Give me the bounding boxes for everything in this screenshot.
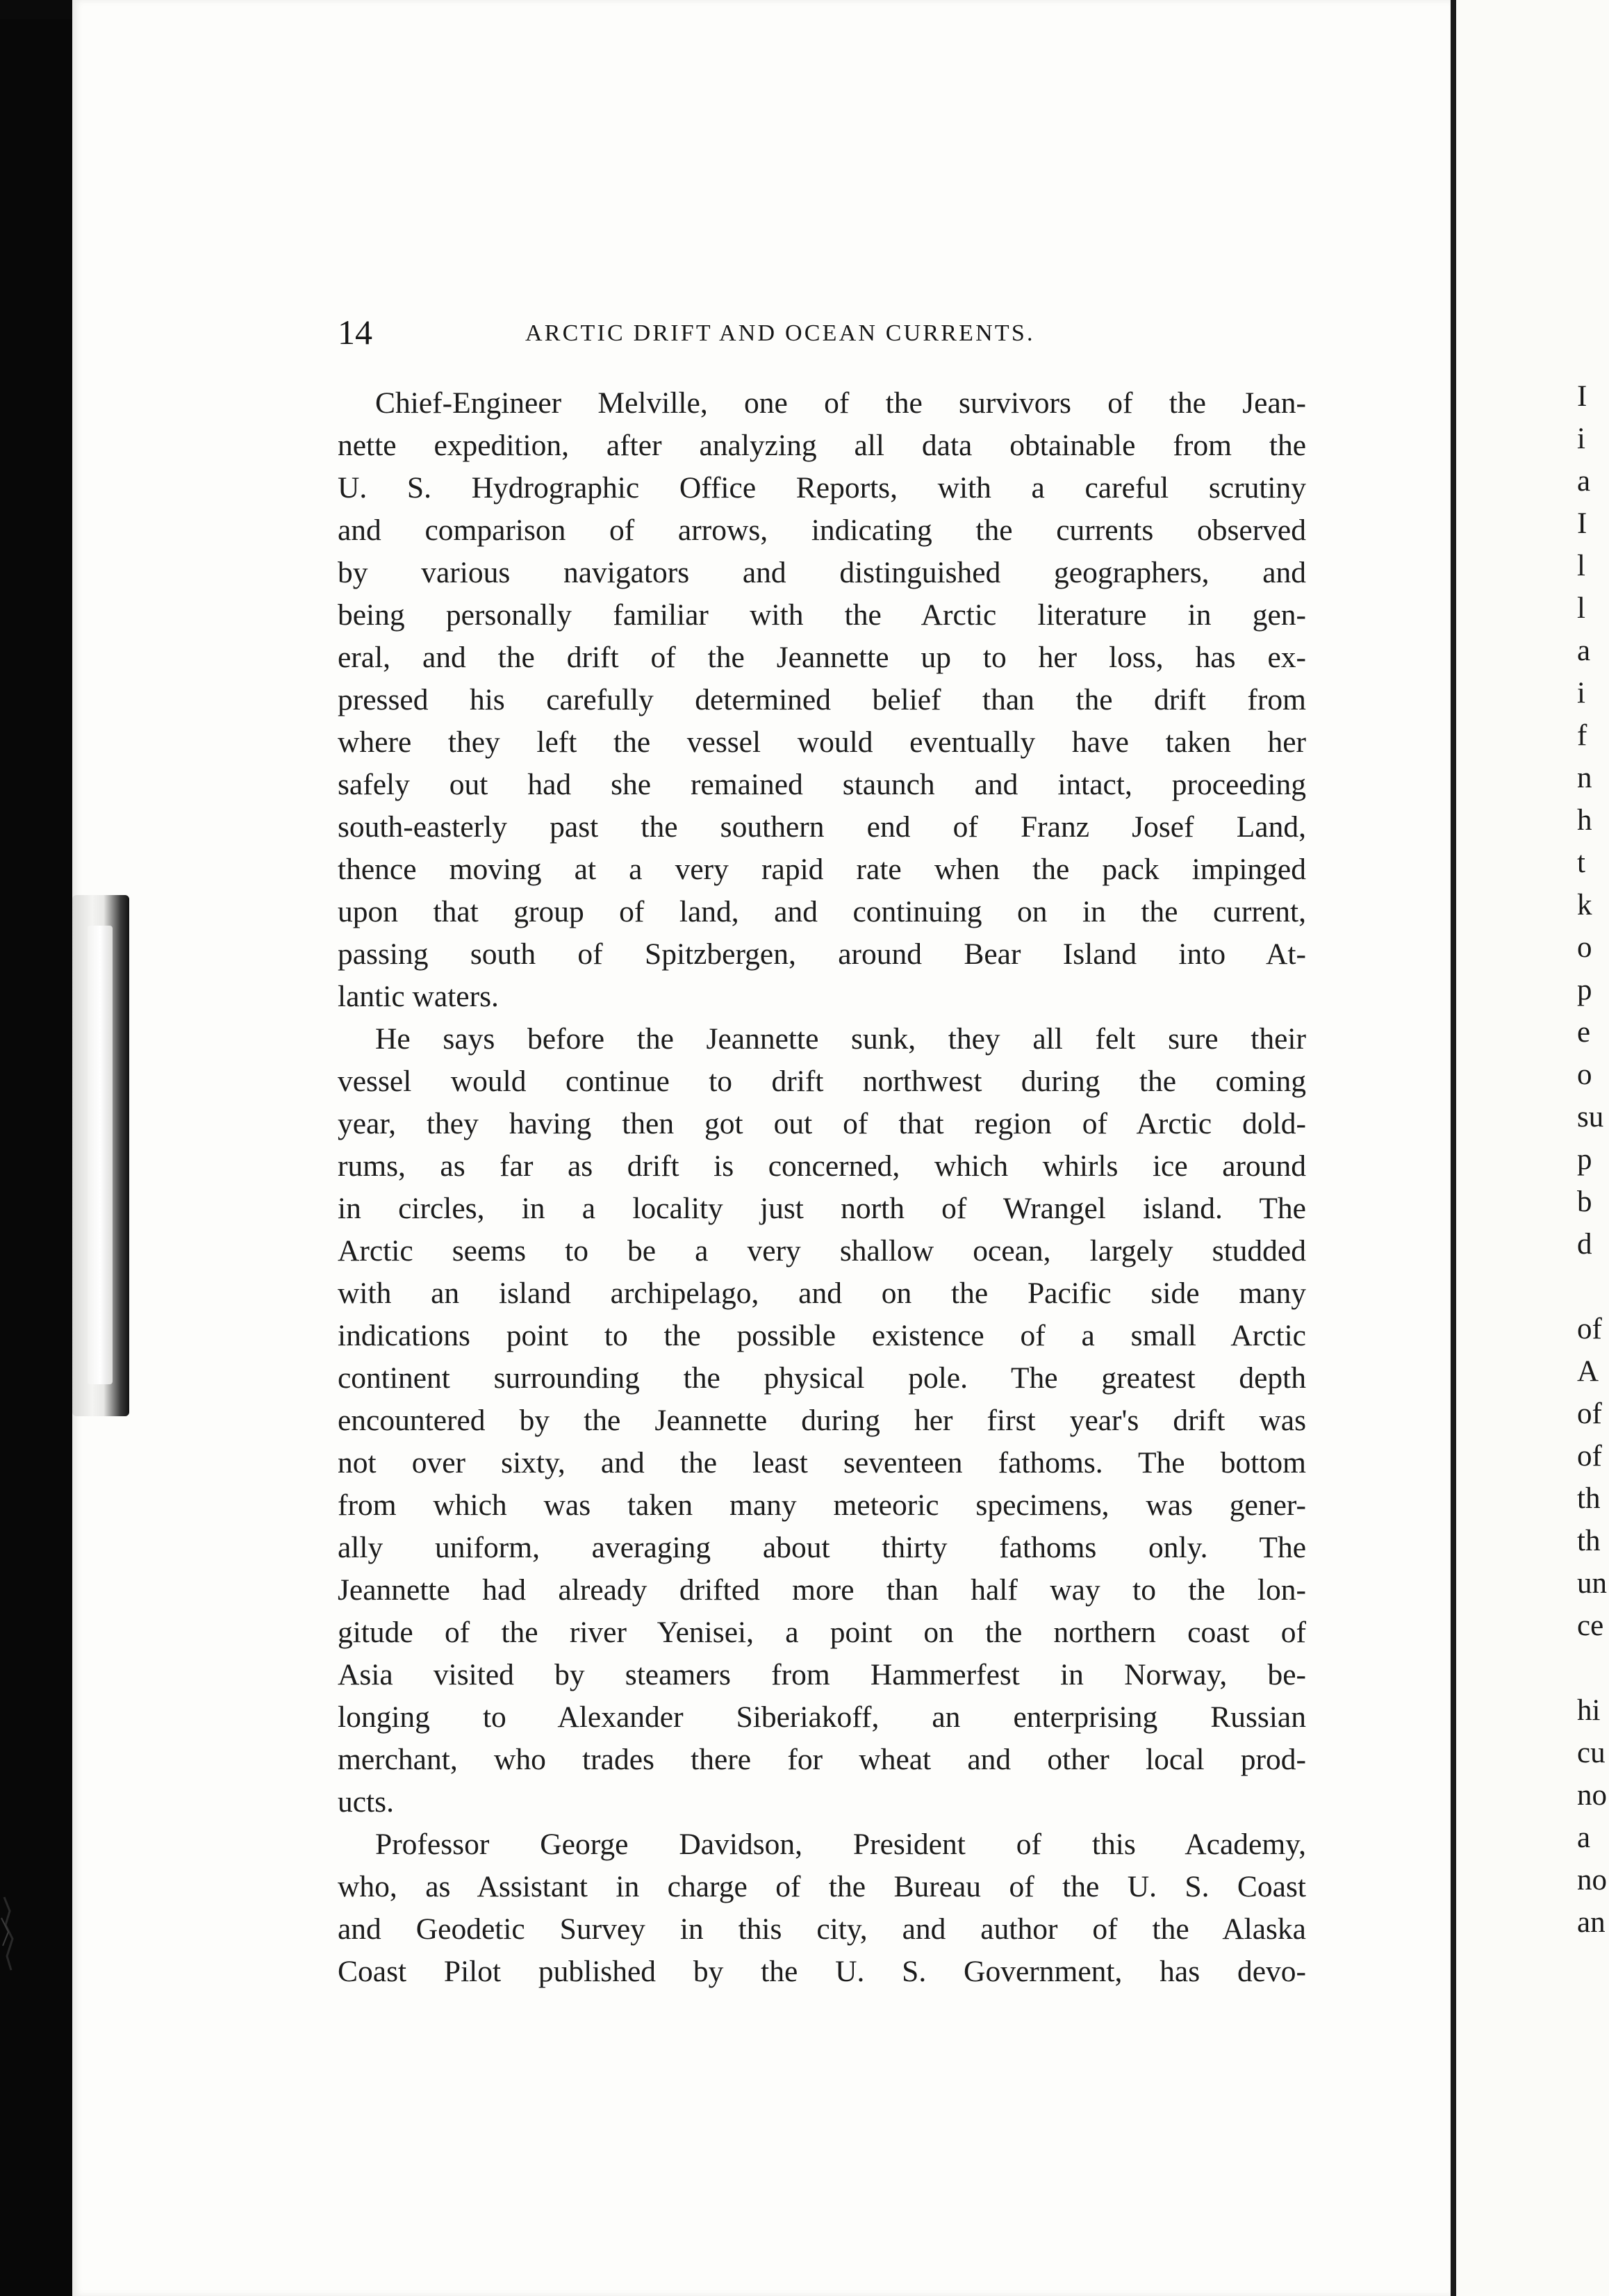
text-line: gitude of the river Yenisei, a point on the northern coast of xyxy=(338,1616,1306,1649)
facing-page-fragment: l xyxy=(1577,550,1585,582)
facing-page-fragment: l xyxy=(1577,592,1585,625)
text-line: Chief-Engineer Melville, one of the survivors of the Jean- xyxy=(375,386,1306,420)
text-line: He says before the Jeannette sunk, they all felt sure their xyxy=(375,1022,1306,1056)
facing-page-fragment: un xyxy=(1577,1567,1607,1600)
facing-page-fragment: hi xyxy=(1577,1694,1601,1727)
text-line: nette expedition, after analyzing all data obtainable from the xyxy=(338,429,1306,462)
body-text xyxy=(338,382,1306,1993)
text-line: in circles, in a locality just north of Wrangel island. The xyxy=(338,1192,1306,1225)
facing-page-fragment: d xyxy=(1577,1228,1592,1261)
text-line: upon that group of land, and continuing on in the current, xyxy=(338,895,1306,928)
facing-page-fragment: t xyxy=(1577,846,1585,879)
facing-page-fragment: e xyxy=(1577,1016,1591,1049)
facing-page-fragment: b xyxy=(1577,1186,1592,1218)
facing-page-fragment: th xyxy=(1577,1525,1601,1557)
text-line: Coast Pilot published by the U. S. Government, has devo- xyxy=(338,1955,1306,1988)
facing-page-fragment: no xyxy=(1577,1779,1607,1812)
text-line: rums, as far as drift is concerned, which whirls ice around xyxy=(338,1149,1306,1183)
text-line: continent surrounding the physical pole. The greatest depth xyxy=(338,1361,1306,1395)
text-line: and comparison of arrows, indicating the currents observed xyxy=(338,514,1306,547)
text-line: year, they having then got out of that region of Arctic dold- xyxy=(338,1107,1306,1140)
text-line: by various navigators and distinguished geographers, and xyxy=(338,556,1306,589)
facing-page-fragment: of xyxy=(1577,1440,1602,1473)
facing-page-fragment: a xyxy=(1577,1821,1591,1854)
facing-page-fragment: an xyxy=(1577,1906,1606,1939)
text-line: ally uniform, averaging about thirty fathoms only. The xyxy=(338,1531,1306,1564)
facing-page-fragment: p xyxy=(1577,974,1592,1006)
facing-page-fragment: o xyxy=(1577,1058,1592,1091)
text-line: Arctic seems to be a very shallow ocean, largely studded xyxy=(338,1234,1306,1268)
facing-page-fragment: I xyxy=(1577,507,1587,540)
facing-page-fragment: p xyxy=(1577,1143,1592,1176)
text-line: Asia visited by steamers from Hammerfest in Norway, be- xyxy=(338,1658,1306,1691)
edge-smudge-mark xyxy=(0,1890,18,1974)
facing-page-fragment: k xyxy=(1577,889,1592,921)
text-line: merchant, who trades there for wheat and other local prod- xyxy=(338,1743,1306,1776)
facing-page-fragment: A xyxy=(1577,1355,1599,1388)
text-line: who, as Assistant in charge of the Bureau of the U. S. Coast xyxy=(338,1870,1306,1903)
facing-page-fragment: a xyxy=(1577,634,1591,667)
facing-page-fragment: th xyxy=(1577,1482,1601,1515)
text-line: and Geodetic Survey in this city, and author of the Alaska xyxy=(338,1912,1306,1946)
text-line: lantic waters. xyxy=(338,980,499,1013)
facing-page-fragment: su xyxy=(1577,1101,1604,1133)
text-line: where they left the vessel would eventually have taken her xyxy=(338,725,1306,759)
page-clip-tab xyxy=(72,895,129,1416)
facing-page-fragment: no xyxy=(1577,1864,1607,1896)
facing-page-fragment: f xyxy=(1577,719,1587,752)
facing-page-fragment: ce xyxy=(1577,1609,1604,1642)
page-clip-highlight xyxy=(88,926,113,1384)
text-line: Jeannette had already drifted more than half way to the lon- xyxy=(338,1573,1306,1607)
text-line: being personally familiar with the Arctic literature in gen- xyxy=(338,598,1306,632)
text-line: eral, and the drift of the Jeannette up to her loss, has ex- xyxy=(338,641,1306,674)
facing-page-fragment: n xyxy=(1577,762,1592,794)
page-number: 14 xyxy=(338,313,372,352)
facing-page-fragment: o xyxy=(1577,931,1592,964)
facing-page-fragment xyxy=(1577,1647,1609,1689)
page-header xyxy=(338,311,1125,353)
facing-page-text-fragments xyxy=(1577,375,1609,1944)
facing-page-fragment: cu xyxy=(1577,1737,1606,1769)
text-line: passing south of Spitzbergen, around Bear Island into At- xyxy=(338,937,1306,971)
facing-page-fragment: of xyxy=(1577,1397,1602,1430)
text-line: safely out had she remained staunch and intact, proceeding xyxy=(338,768,1306,801)
text-line: indications point to the possible existence of a small Arctic xyxy=(338,1319,1306,1352)
text-line: south-easterly past the southern end of Franz Josef Land, xyxy=(338,810,1306,844)
text-line: with an island archipelago, and on the Pacific side many xyxy=(338,1277,1306,1310)
text-line: not over sixty, and the least seventeen fathoms. The bottom xyxy=(338,1446,1306,1479)
facing-page-fragment: h xyxy=(1577,804,1592,837)
page-gutter xyxy=(1451,0,1456,2296)
text-line: longing to Alexander Siberiakoff, an enterprising Russian xyxy=(338,1700,1306,1734)
facing-page-fragment: i xyxy=(1577,423,1585,455)
text-line: Professor George Davidson, President of this Academy, xyxy=(375,1828,1306,1861)
facing-page-fragment xyxy=(1577,1265,1609,1308)
text-line: from which was taken many meteoric specimens, was gener- xyxy=(338,1489,1306,1522)
text-line: thence moving at a very rapid rate when the pack impinged xyxy=(338,853,1306,886)
text-line: encountered by the Jeannette during her first year's drift was xyxy=(338,1404,1306,1437)
text-line: vessel would continue to drift northwest during the coming xyxy=(338,1065,1306,1098)
text-line: U. S. Hydrographic Office Reports, with a careful scrutiny xyxy=(338,471,1306,505)
facing-page-fragment: a xyxy=(1577,465,1591,498)
facing-page-fragment: I xyxy=(1577,380,1587,413)
facing-page-fragment: i xyxy=(1577,677,1585,710)
facing-page-fragment: of xyxy=(1577,1313,1602,1345)
text-line: pressed his carefully determined belief than the drift from xyxy=(338,683,1306,716)
running-head: ARCTIC DRIFT AND OCEAN CURRENTS. xyxy=(525,320,1035,346)
text-line: ucts. xyxy=(338,1785,394,1819)
